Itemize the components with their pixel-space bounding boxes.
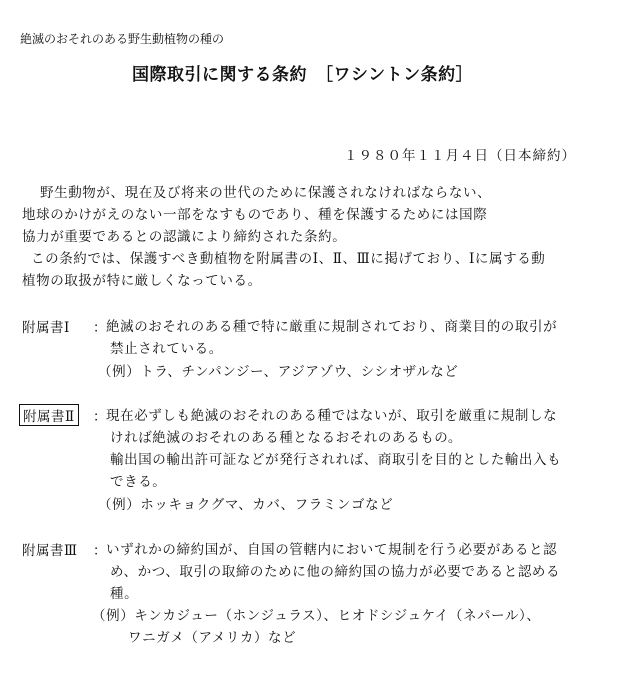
appendix-3-label: 附属書Ⅲ <box>22 543 78 559</box>
text-line: 協力が重要であるとの認識により締約された条約。 <box>22 229 347 245</box>
text-line: できる。 <box>110 474 167 490</box>
appendix-2-label: 附属書Ⅱ <box>19 404 79 426</box>
appendix-1-colon: ： <box>93 320 107 336</box>
appendix-3-example-continued: ワニガメ（アメリカ）など <box>128 630 297 646</box>
text-line: 野生動物が、現在及び将来の世代のために保護されなければならない、 <box>40 185 492 201</box>
text-line: 種。 <box>110 586 139 602</box>
text-line: 禁止されている。 <box>110 341 223 357</box>
intro-paragraph-2 <box>22 248 545 292</box>
document-title: 国際取引に関する条約 ［ワシントン条約］ <box>132 65 474 85</box>
text-line: 地球のかけがえのない一部をなすものであり、種を保護するためには国際 <box>22 207 488 223</box>
appendix-2-example: （例）ホッキョクグマ、カバ、フラミンゴなど <box>98 497 394 513</box>
text-line: め、かつ、取引の取締のために他の締約国の協力が必要であると認める <box>110 564 561 580</box>
text-line: 現在必ずしも絶滅のおそれのある種ではないが、取引を厳重に規制しな <box>106 408 558 424</box>
appendix-3-description <box>106 539 560 605</box>
appendix-3-example: （例）キンカジュー（ホンジュラス）、ヒオドシジュケイ（ネパール）、 <box>92 608 541 624</box>
appendix-1-description <box>106 316 557 360</box>
text-line: いずれかの締約国が、自国の管轄内において規制を行う必要があると認 <box>106 542 558 558</box>
document-supertitle: 絶滅のおそれのある野生動植物の種の <box>20 32 225 46</box>
text-line: この条約では、保護すべき動植物を附属書のⅠ、Ⅱ、Ⅲに掲げており、Ⅰに属する動 <box>31 251 546 267</box>
appendix-1-label: 附属書Ⅰ <box>22 320 70 336</box>
intro-paragraph-1 <box>22 182 491 248</box>
appendix-2-colon: ： <box>93 409 107 425</box>
appendix-3-colon: ： <box>93 543 107 559</box>
text-line: ければ絶滅のおそれのある種となるおそれのあるもの。 <box>110 430 462 446</box>
text-line: 輸出国の輸出許可証などが発行されれば、商取引を目的とした輸出入も <box>110 452 562 468</box>
appendix-2-description <box>106 405 561 493</box>
appendix-1-example: （例）トラ、チンパンジー、アジアゾウ、シシオザルなど <box>98 364 459 380</box>
text-line: 植物の取扱が特に厳しくなっている。 <box>22 273 262 289</box>
text-line: 絶滅のおそれのある種で特に厳重に規制されており、商業目的の取引が <box>106 319 558 335</box>
ratification-date: １９８０年１１月４日（日本締約） <box>344 148 576 164</box>
